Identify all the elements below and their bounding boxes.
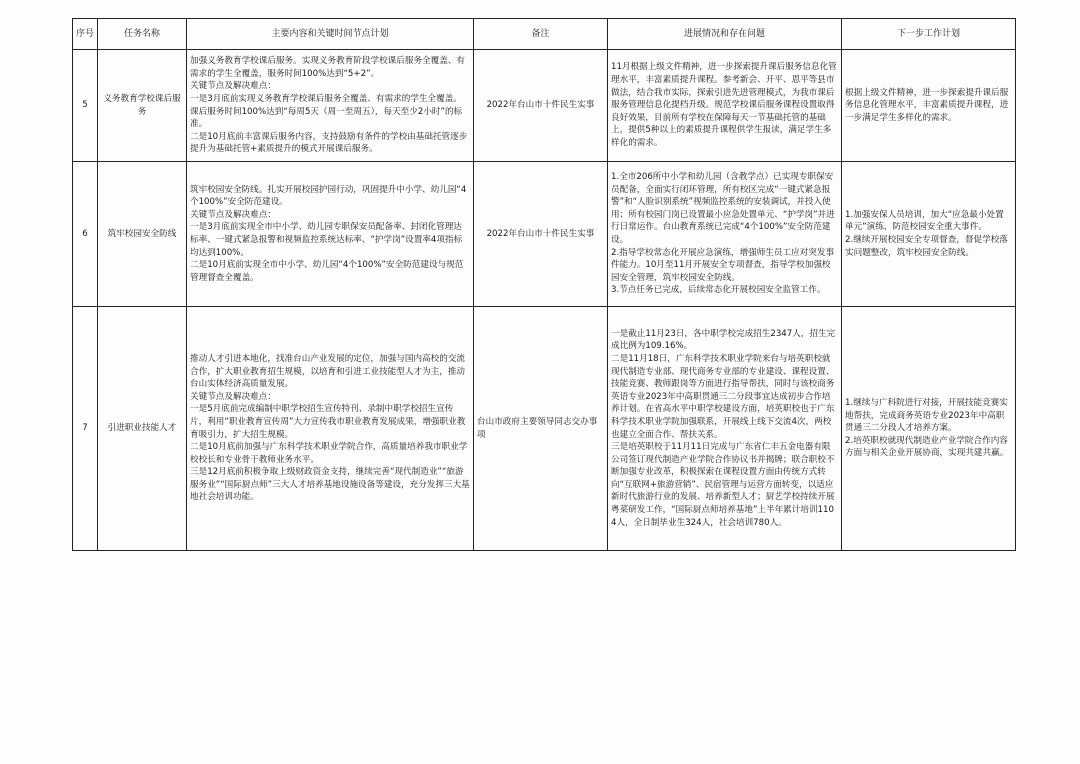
content-line: 二是10月底前丰富课后服务内容，支持鼓励有条件的学校由基础托管逐步提升为基础托管+素质提升的模式开展课后服务。 — [190, 131, 468, 155]
content-line: 推动人才引进本地化，找准台山产业发展的定位，加强与国内高校的交流合作，扩大职业教育招生规模，以培育和引进工业技能型人才为主，推动台山实体经济高质量发展。 — [190, 353, 466, 390]
content-line: 加强义务教育学校课后服务。实现义务教育阶段学校课后服务全覆盖、有需求的学生全覆盖，服务时间100%达到“5+2”。 — [190, 56, 466, 79]
content-line: 三是12月底前积极争取上级财政资金支持，继续完善“现代制造业”“旅游服务业”“国际厨点师”三大人才培养基地设施设备等建设，充分发挥三大基地社会培训功能。 — [190, 467, 470, 503]
row-task: 引进职业技能人才 — [98, 307, 187, 551]
header-seq: 序号 — [73, 19, 98, 50]
row-task: 义务教育学校课后服务 — [98, 50, 187, 162]
row-next — [842, 50, 1016, 162]
header-note: 备注 — [474, 19, 608, 50]
progress-line: 二是11月18日，广东科学技术职业学院来台与培英职校就现代制造专业部、现代商务专业部的专业建设、课程设置、技能竞赛、教师跟岗等方面进行指导帮扶，同时与该校商务英语专业2023年中高职贯通三二分段事宜达成初步合作培养计划。在省高水平中职学校建设方面，培英职校也于广东科学技术职业学院加强联系，开展线上线下交流4次，两校也建立全面合作、帮扶关系。 — [611, 353, 835, 440]
content-line: 一是3月底前实现义务教育学校课后服务全覆盖、有需求的学生全覆盖。课后服务时间100%达到“每周5天（周一至周五），每天至少2小时”的标准。 — [190, 93, 463, 130]
table-header-row — [73, 19, 1016, 50]
content-line: 二是10月底前加强与广东科学技术职业学院合作，高质量培养我市职业学校校长和专业骨干教师业务水平。 — [190, 442, 468, 465]
row-seq: 7 — [73, 307, 98, 551]
next-line: 2.培英职校就现代制造业产业学院合作内容方面与相关企业开展协商，实现共建共赢。 — [845, 435, 1009, 459]
row-note: 2022年台山市十件民生实事 — [474, 162, 608, 307]
progress-line: 一是截止11月23日，各中职学校完成招生2347人，招生完成比例为109.16%。 — [611, 328, 836, 352]
progress-line: 11月根据上级文件精神，进一步探索提升课后服务信息化管理水平，丰富素质提升课程。参考新会、开平、恩平等县市做法，结合我市实际，探索引进先进管理模式，为我市课后服务管理信息化提档升级。规范学校课后服务课程设置取得良好效果，目前所有学校在保障每天一节基础托管的基础上，提供5种以上的素质提升课程供学生报读，满足学生多样化的需求。 — [611, 62, 837, 148]
row-progress — [608, 50, 842, 162]
header-content: 主要内容和关键时间节点计划 — [187, 19, 474, 50]
table-row — [73, 162, 1016, 307]
content-line: 一是3月底前实现全市中小学、幼儿园专职保安员配备率、封闭化管理达标率、一键式紧急报警和视频监控系统达标率、“护学岗”设置率4项指标均达到100%。 — [190, 222, 463, 258]
row-content — [187, 50, 474, 162]
next-line: 根据上级文件精神，进一步探索提升课后服务信息化管理水平，丰富素质提升课程，进一步满足学生多样化的需求。 — [845, 87, 1009, 123]
progress-line: 3.节点任务已完成，后续常态化开展校园安全监管工作。 — [611, 285, 826, 296]
content-line: 筑牢校园安全防线。扎实开展校园护园行动，巩固提升中小学、幼儿园“4个100%”安全防范建设。 — [190, 184, 467, 208]
row-progress — [608, 307, 842, 551]
progress-line: 1.全市206所中小学和幼儿园（含教学点）已实现专职保安员配备，全面实行闭环管理，所有校区完成“一键式紧急报警”和“人脸识别系统”视频监控系统的安装调试，并投入使用；所有校园门岗已设置最小应急处置单元、“护学岗”并进行日常运作。台山教育系统已完成“4个100%”安全防范建设。 — [611, 172, 835, 245]
table-row — [73, 50, 1016, 162]
content-line: 关键节点及解决难点： — [190, 209, 276, 220]
header-task: 任务名称 — [98, 19, 187, 50]
progress-line: 2.指导学校常态化开展应急演练，增强师生员工应对突发事件能力。10月至11月开展安全专项督查，指导学校加强校园安全管理，筑牢校园安全防线。 — [611, 247, 835, 283]
next-line: 1.加强安保人员培训，加大“应急最小处置单元”演练，防范校园安全重大事件。 — [845, 209, 1004, 233]
row-seq: 5 — [73, 50, 98, 162]
row-task: 筑牢校园安全防线 — [98, 162, 187, 307]
row-note: 2022年台山市十件民生实事 — [474, 50, 608, 162]
row-progress — [608, 162, 842, 307]
table-row — [73, 307, 1016, 551]
next-line: 1.继续与广科院进行对接，开展技能竞赛实地帮扶，完成商务英语专业2023年中高职贯通三二分段人才培养方案。 — [845, 398, 1008, 434]
next-line: 2.继续开展校园安全专项督查，督促学校落实问题整改，筑牢校园安全防线。 — [845, 235, 1008, 258]
row-seq: 6 — [73, 162, 98, 307]
header-next: 下一步工作计划 — [842, 19, 1016, 50]
task-table — [72, 18, 1016, 551]
content-line: 一是5月底前完成编制中职学校招生宣传特刊、录制中职学校招生宣传片，利用“职业教育宣传周”大力宣传我市职业教育发展成果，增强职业教育吸引力，扩大招生规模。 — [190, 404, 466, 440]
row-next — [842, 307, 1016, 551]
row-content — [187, 162, 474, 307]
content-line: 关键节点及解决难点： — [190, 391, 276, 402]
row-next — [842, 162, 1016, 307]
content-line: 关键节点及解决难点： — [190, 81, 276, 92]
row-note: 台山市政府主要领导同志交办事项 — [474, 307, 608, 551]
progress-line: 三是培英职校于11月11日完成与广东省仁丰五金电器有限公司签订现代制造产业学院合作协议书并揭牌；联合职校不断加强专业改革，积极探索在课程设置方面由传统方式转向“互联网+旅游营销”、民宿管理与运营方面转变，以适应新时代旅游行业的发展、培养新型人才；厨艺学校持续开展粤菜研发工作，“国际厨点师培养基地”上半年累计培训1104人，全日制毕业生324人，社会培训780人。 — [611, 442, 835, 528]
content-line: 二是10月底前实现全市中小学、幼儿园“4个100%”安全防范建设与规范管理督查全覆盖。 — [190, 260, 464, 283]
row-content — [187, 307, 474, 551]
header-progress: 进展情况和存在问题 — [608, 19, 842, 50]
